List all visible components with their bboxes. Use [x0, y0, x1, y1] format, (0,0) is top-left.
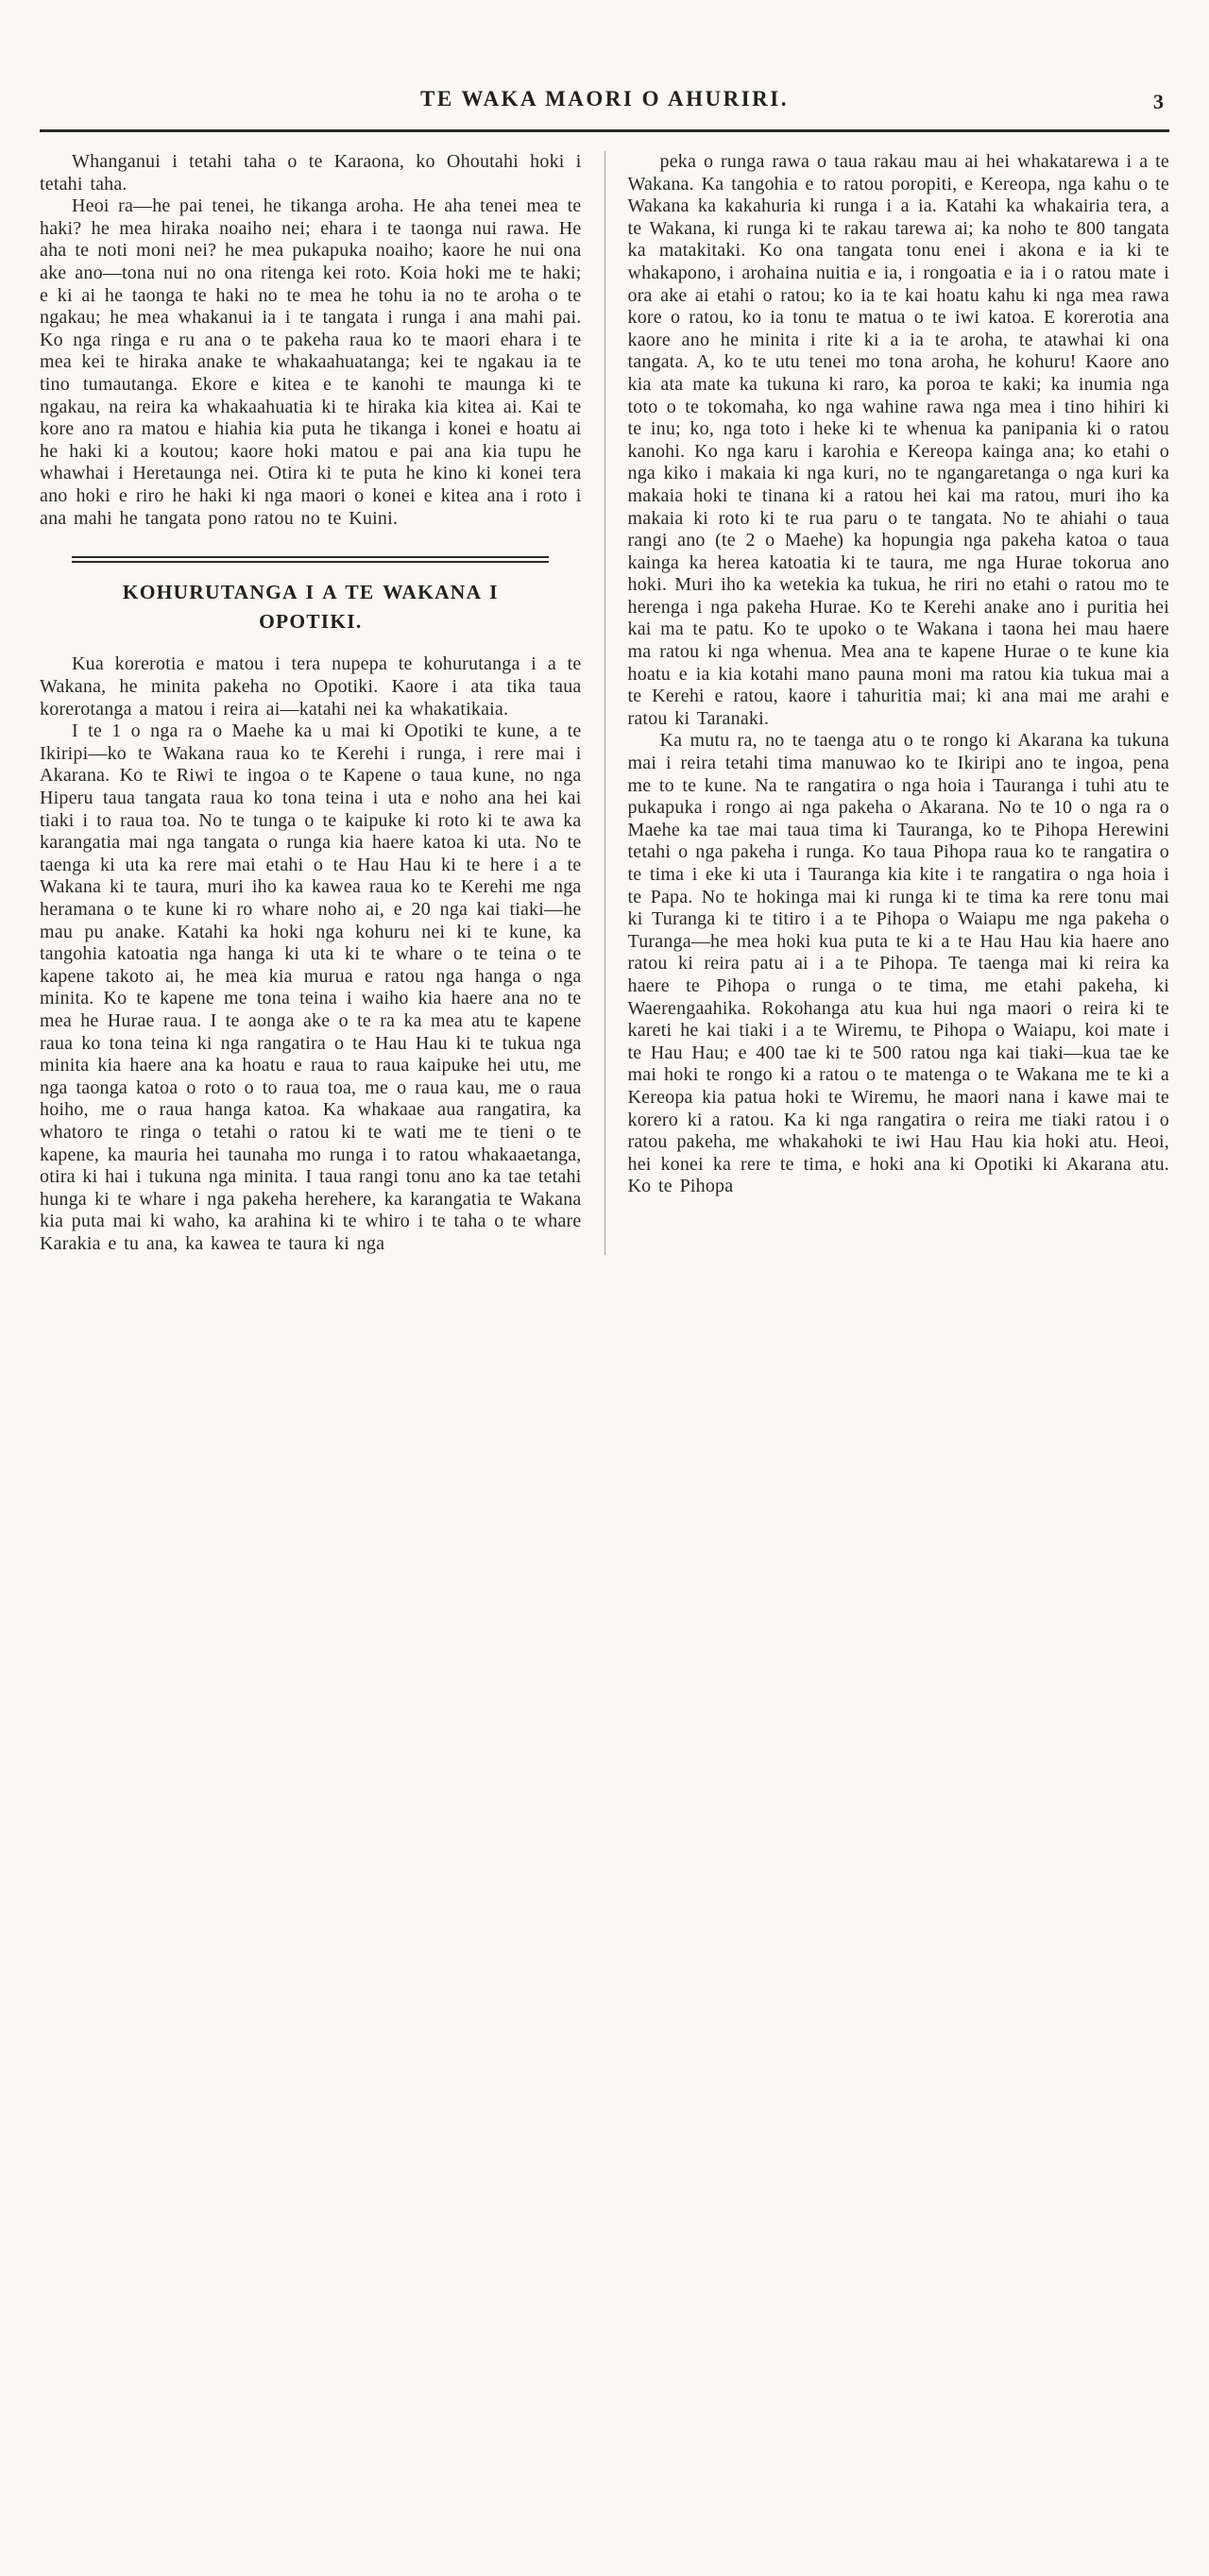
section-heading-line1: KOHURUTANGA I A TE WAKANA I [122, 581, 499, 604]
paragraph: Heoi ra—he pai tenei, he tikanga aroha. He aha tenei mea te haki? he mea hiraka noaiho nei; ehara i te taonga nui rawa. He aha te noti moni nei? he mea pukapuka noaiho; kaore he nui ona ake ano—tona nui no ona ritenga kei roto. Koia hoki me te haki; e ki ai he taonga te haki no te mea he tohu ia no te aroha o te ngakau; he mea whakanui ia i te tangata i runga i ana mahi pai. Ko nga ringa e ru ana o te pakeha raua ko te maori ehara i te mea kei te hiraka anake te whakaahuatanga; kei te ngakau ia te tino tumautanga. Ekore e kitea e te kanohi te maunga ki te ngakau, na reira ka whakaahuatia ki te hiraka kia kitea ai. Kai te kore ano ra matou e hiahia kia puta he tikanga i konei e hoatu ai he haki ki a koutou; kaore hoki matou e pai ana kia tupu he whawhai i Heretaunga nei. Otira ki te puta he kino ki konei tera ano hoki e riro he haki ki nga maori o konei e kitea ana i roto i ana mahi he tangata pono ratou no te Kuini. [40, 195, 582, 529]
paragraph: Kua korerotia e matou i tera nupepa te kohurutanga i a te Wakana, he minita pakeha no Opotiki. Kaore i ata tika taua korerotanga a matou i reira ai—katahi nei ka whakatikaia. [40, 653, 582, 720]
paragraph: Whanganui i tetahi taha o te Karaona, ko Ohoutahi hoki i tetahi taha. [40, 151, 582, 195]
paragraph: peka o runga rawa o taua rakau mau ai hei whakatarewa i a te Wakana. Ka tangohia e to ratou poropiti, e Kereopa, nga kahu o te Wakana ka kakahuria ki runga i a ia. Katahi ka whakairia tera, a te Wakana, ki runga ki te rakau tarewa ai; ka noho te 800 tangata ka matakitaki. Ko ona tangata tonu enei i akona e ia ki te whakapono, i arohaina nuitia e ia, i rongoatia e ia i o ratou mate i ora ake ai etahi o ratou; ko ia te kai hoatu kahu ki nga mea rawa kore o ratou, ko ia tonu te matua o te iwi katoa. E korerotia ana kaore ano he minita i rite ki a ia te aroha, te atawhai ki ona tangata. A, ko te utu tenei mo tona aroha, he kohuru! Kaore ano kia ata mate ka tukuna ki raro, ka poroa te kaki; ka inumia nga toto o te tokomaha, ko nga wahine rawa nga mea i tino hihiri ki te inu; ko, nga toto i heke ki te whenua ka panipania ki o ratou kanohi. Ko nga karu i karohia e Kereopa kainga ana; ko etahi o nga kiko i makaia ki nga kuri, no te ngangaretanga o nga kuri ka makaia hoki te tinana ki a ratou hei kai ma ratou, muri iho ka makaia ki roto ki te rua paru o te tangata. No te ahiahi o taua rangi ano (te 2 o Maehe) ka hopungia nga pakeha katoa o taua kainga ka herea katoatia ki te taura, me nga Hurae tokorua ano hoki. Muri iho ka wetekia ka tukua, he riri no etahi o ratou mo te herenga i nga pakeha Hurae. Ko te Kerehi anake ano i puritia hei kai ma te patu. Ko te upoko o te Wakana i taona hei mau haere ma ratou ki nga whenua. Mea ana te kapene Hurae o te kune kia hoatu e ia kia kotahi mano pauna moni ma ratou kia tukua mai a te Kerehi e ratou, kaore i tahuritia mai; ki ana mai me arahi e ratou ki Taranaki. [627, 151, 1169, 729]
page-number: 3 [1153, 90, 1164, 113]
divider-rule-bottom [72, 561, 549, 563]
left-column [40, 151, 604, 1255]
page-title: TE WAKA MAORI O AHURIRI. [420, 87, 789, 110]
paragraph: I te 1 o nga ra o Maehe ka u mai ki Opotiki te kune, a te Ikiripi—ko te Wakana raua ko te Kerehi i runga, i rere mai i Akarana. Ko te Riwi te ingoa o te Kapene o taua kune, no nga Hiperu taua tangata raua ko tona teina i uta e noho ana hei kai tiaki i to raua toa. No te tunga o te kaipuke ki roto ki te awa ka karangatia mai nga tangata o runga kia haere katoa ki uta. No te taenga ki uta ka rere mai etahi o te Hau Hau ki te here i a te Wakana ki te taura, muri iho ka kawea raua ko te Kerehi me nga heramana o te kune ki ro whare noho ai, e 20 nga kai tiaki—he mau pu anake. Katahi ka hoki nga kohuru nei ki te kune, ka tangohia katoatia nga hanga ki uta ki te whare o te teina o te kapene takoto ai, he mea kia murua e ratou nga hanga o nga minita. Ko te kapene me tona teina i waiho kia haere ana no te mea he Hurae raua. I te aonga ake o te ra ka mea atu te kapene raua ko tona teina ki nga rangatira o te Hau Hau ki te tukua nga minita kia haere ana ka hoatu e raua to raua kaipuke hei utu, me nga taonga katoa o roto o to raua toa, me o raua kau, me o raua hoiho, me o raua hanga katoa. Ka whakaae aua rangatira, ka whatoro te ringa o tetahi o ratou ki te wati me te tieni o te kapene, ka mauria hei taunaha mo runga i to ratou whakaaetanga, otira ki hai i tukuna nga minita. I taua rangi tonu ano ka tae tetahi hunga ki te whare i nga pakeha herehere, ka karangatia te Wakana kia puta mai ki waho, ka arahina ki te whiro i te taha o te whare Karakia e tu ana, ka kawea te taura ki nga [40, 720, 582, 1254]
header-rule [40, 129, 1169, 132]
section-body [40, 653, 582, 1255]
divider-rule-top [72, 556, 549, 558]
section-divider [72, 556, 549, 563]
right-column [605, 151, 1170, 1255]
section-heading-line2: OPOTIKI. [259, 610, 363, 634]
paragraph: Ka mutu ra, no te taenga atu o te rongo ki Akarana ka tukuna mai i reira tetahi tima manuwao ko te Ikiripi ano te ingoa, pena me to te kune. Na te rangatira o nga hoia i Tauranga i tuhi atu te pukapuka i rongo ai nga pakeha o Akarana. No te 10 o nga ra o Maehe ka tae mai taua tima ki Tauranga, ko te Pihopa Herewini tetahi o nga pakeha i runga. Ko taua Pihopa raua ko te rangatira o te tima i eke ki uta i Tauranga kia kite i te rangatira o nga hoia i te Papa. No te hokinga mai ki runga ki te tima ka rere tonu mai ki Turanga ki te titiro i a te Pihopa o Waiapu me nga pakeha o Turanga—he mea hoki kua puta te ki a te Hau Hau kia haere ano ratou ki reira patu ai i a te Pihopa. Te taenga mai ki reira ka haere te Pihopa o runga o te tima, me etahi pakeha, ki Waerengaahika. Rokohanga atu kua hui nga maori o reira ki te kareti he kai tiaki i a te Wiremu, te Pihopa o Waiapu, koi mate i te Hau Hau; e 400 tae ki te 500 ratou nga kai tiaki—kua tae ke mai hoki te rongo ki a ratou o te matenga o te Wakana me te ki a Kereopa kia patua hoki te Wiremu, he maori nana i kawe mai te korero ki a ratou. Ka ki nga rangatira o reira me tiaki ratou i o ratou pakeha, me whakahoki te iwi Hau Hau kia hoki atu. Heoi, hei konei ka rere te tima, e hoki ana ki Opotiki ki Akarana atu. Ko te Pihopa [627, 730, 1169, 1197]
section-heading [40, 578, 582, 636]
page-header [40, 87, 1169, 132]
article-columns [40, 151, 1169, 1255]
article-continuation [40, 151, 582, 530]
article-continuation-right [628, 151, 1170, 1198]
header-row [40, 87, 1169, 121]
